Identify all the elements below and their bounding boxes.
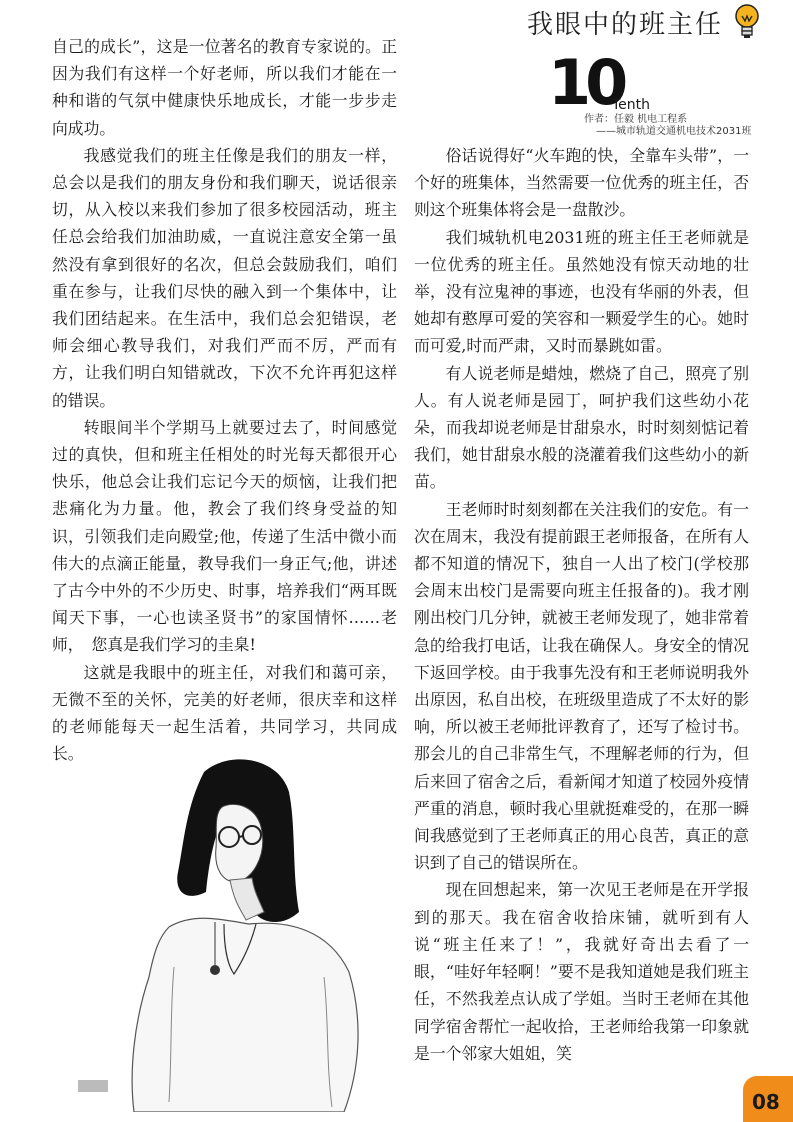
paragraph: 王老师时时刻刻都在关注我们的安危。有一次在周末，我没有提前跟王老师报备，在所有人都不知道的情况下，独自一人出了校门(学校那会周末出校门是需要向班主任报备的)。我才刚刚出校门几分钟，就被王老师发现了，她非常着急的给我打电话，让我在确保人。身安全的情况下返回学校。由于我事先没有和王老师说明我外出原因，私自出校，在班级里造成了不太好的影响，所以被王老师批评教育了，还写了检讨书。那会儿的自己非常生气，不理解老师的行为，但后来回了宿舍之后，看新闻才知道了校园外疫情严重的消息，顿时我心里就挺难受的，在那一瞬间我感觉到了王老师真正的用心良苦，真正的意识到了自己的错误所在。 bbox=[414, 499, 749, 873]
page-number: 08 bbox=[752, 1090, 780, 1114]
paragraph: 自己的成长”，这是一位著名的教育专家说的。正因为我们有这样一个好老师，所以我们才能在一种和谐的气氛中健康快乐地成长，才能一步步走向成功。 bbox=[52, 37, 397, 138]
left-column bbox=[52, 33, 397, 767]
class-line: ——城市轨道交通机电技术2031班 bbox=[596, 126, 752, 137]
issue-number: 10 bbox=[548, 46, 623, 119]
paragraph: 俗话说得好“火车跑的快，全靠车头带”，一个好的班集体，当然需要一位优秀的班主任，否则这个班集体将会是一盘散沙。 bbox=[414, 146, 749, 220]
lightbulb-icon bbox=[732, 2, 762, 46]
page-title: 我眼中的班主任 bbox=[527, 10, 724, 40]
paragraph: 转眼间半个学期马上就要过去了，时间感觉过的真快，但和班主任相处的时光每天都很开心快乐，他总会让我们忘记今天的烦恼，让我们把悲痛化为力量。他，教会了我们终身受益的知识，引领我们走向殿堂;他，传递了生活中微小而伟大的点滴正能量，教导我们一身正气;他，讲述了古今中外的不少历史、时事，培养我们“两耳既闻天下事，一心也读圣贤书”的家国情怀……老师， 您真是我们学习的圭臬! bbox=[52, 417, 397, 655]
paragraph: 有人说老师是蜡烛，燃烧了自己，照亮了别人。有人说老师是园丁，呵护我们这些幼小花朵，而我却说老师是甘甜泉水，时时刻刻惦记着我们，她甘甜泉水般的浇灌着我们这些幼小的新苗。 bbox=[414, 363, 749, 492]
paragraph: 我感觉我们的班主任像是我们的朋友一样，总会以是我们的朋友身份和我们聊天，说话很亲切，从入校以来我们参加了很多校园活动，班主任总会给我们加油助威，一直说注意安全第一虽然没有拿到很好的名次，但总会鼓励我们，咱们重在参与，让我们尽快的融入到一个集体中，让我们团结起来。在生活中，我们总会犯错误，老师会细心教导我们，对我们严而不厉，严而有方，让我们明白知错就改，下次不允许再犯这样的错误。 bbox=[52, 145, 397, 410]
issue-number-word: Tenth bbox=[612, 97, 651, 113]
author-line: 作者：任毅 机电工程系 bbox=[584, 114, 688, 125]
teacher-portrait-illustration bbox=[74, 752, 374, 1112]
right-column bbox=[414, 142, 749, 1067]
paragraph: 现在回想起来，第一次见王老师是在开学报到的那天。我在宿舍收拾床铺，就听到有人说“班主任来了！”，我就好奇出去看了一眼，“哇好年轻啊！”要不是我知道她是我们班主任，不然我差点认成了学姐。当时王老师在其他同学宿舍帮忙一起收拾，王老师给我第一印象就是一个邻家大姐姐，笑 bbox=[414, 880, 749, 1063]
paragraph: 我们城轨机电2031班的班主任王老师就是一位优秀的班主任。虽然她没有惊天动地的壮举，没有泣鬼神的事迹，也没有华丽的外表，但她却有憨厚可爱的笑容和一颗爱学生的心。她时而可爱,时而严肃，又时而暴跳如雷。 bbox=[414, 227, 749, 356]
paragraph: 这就是我眼中的班主任，对我们和蔼可亲，无微不至的关怀，完美的好老师，很庆幸和这样的老师能每天一起生活着，共同学习，共同成长。 bbox=[52, 662, 397, 764]
